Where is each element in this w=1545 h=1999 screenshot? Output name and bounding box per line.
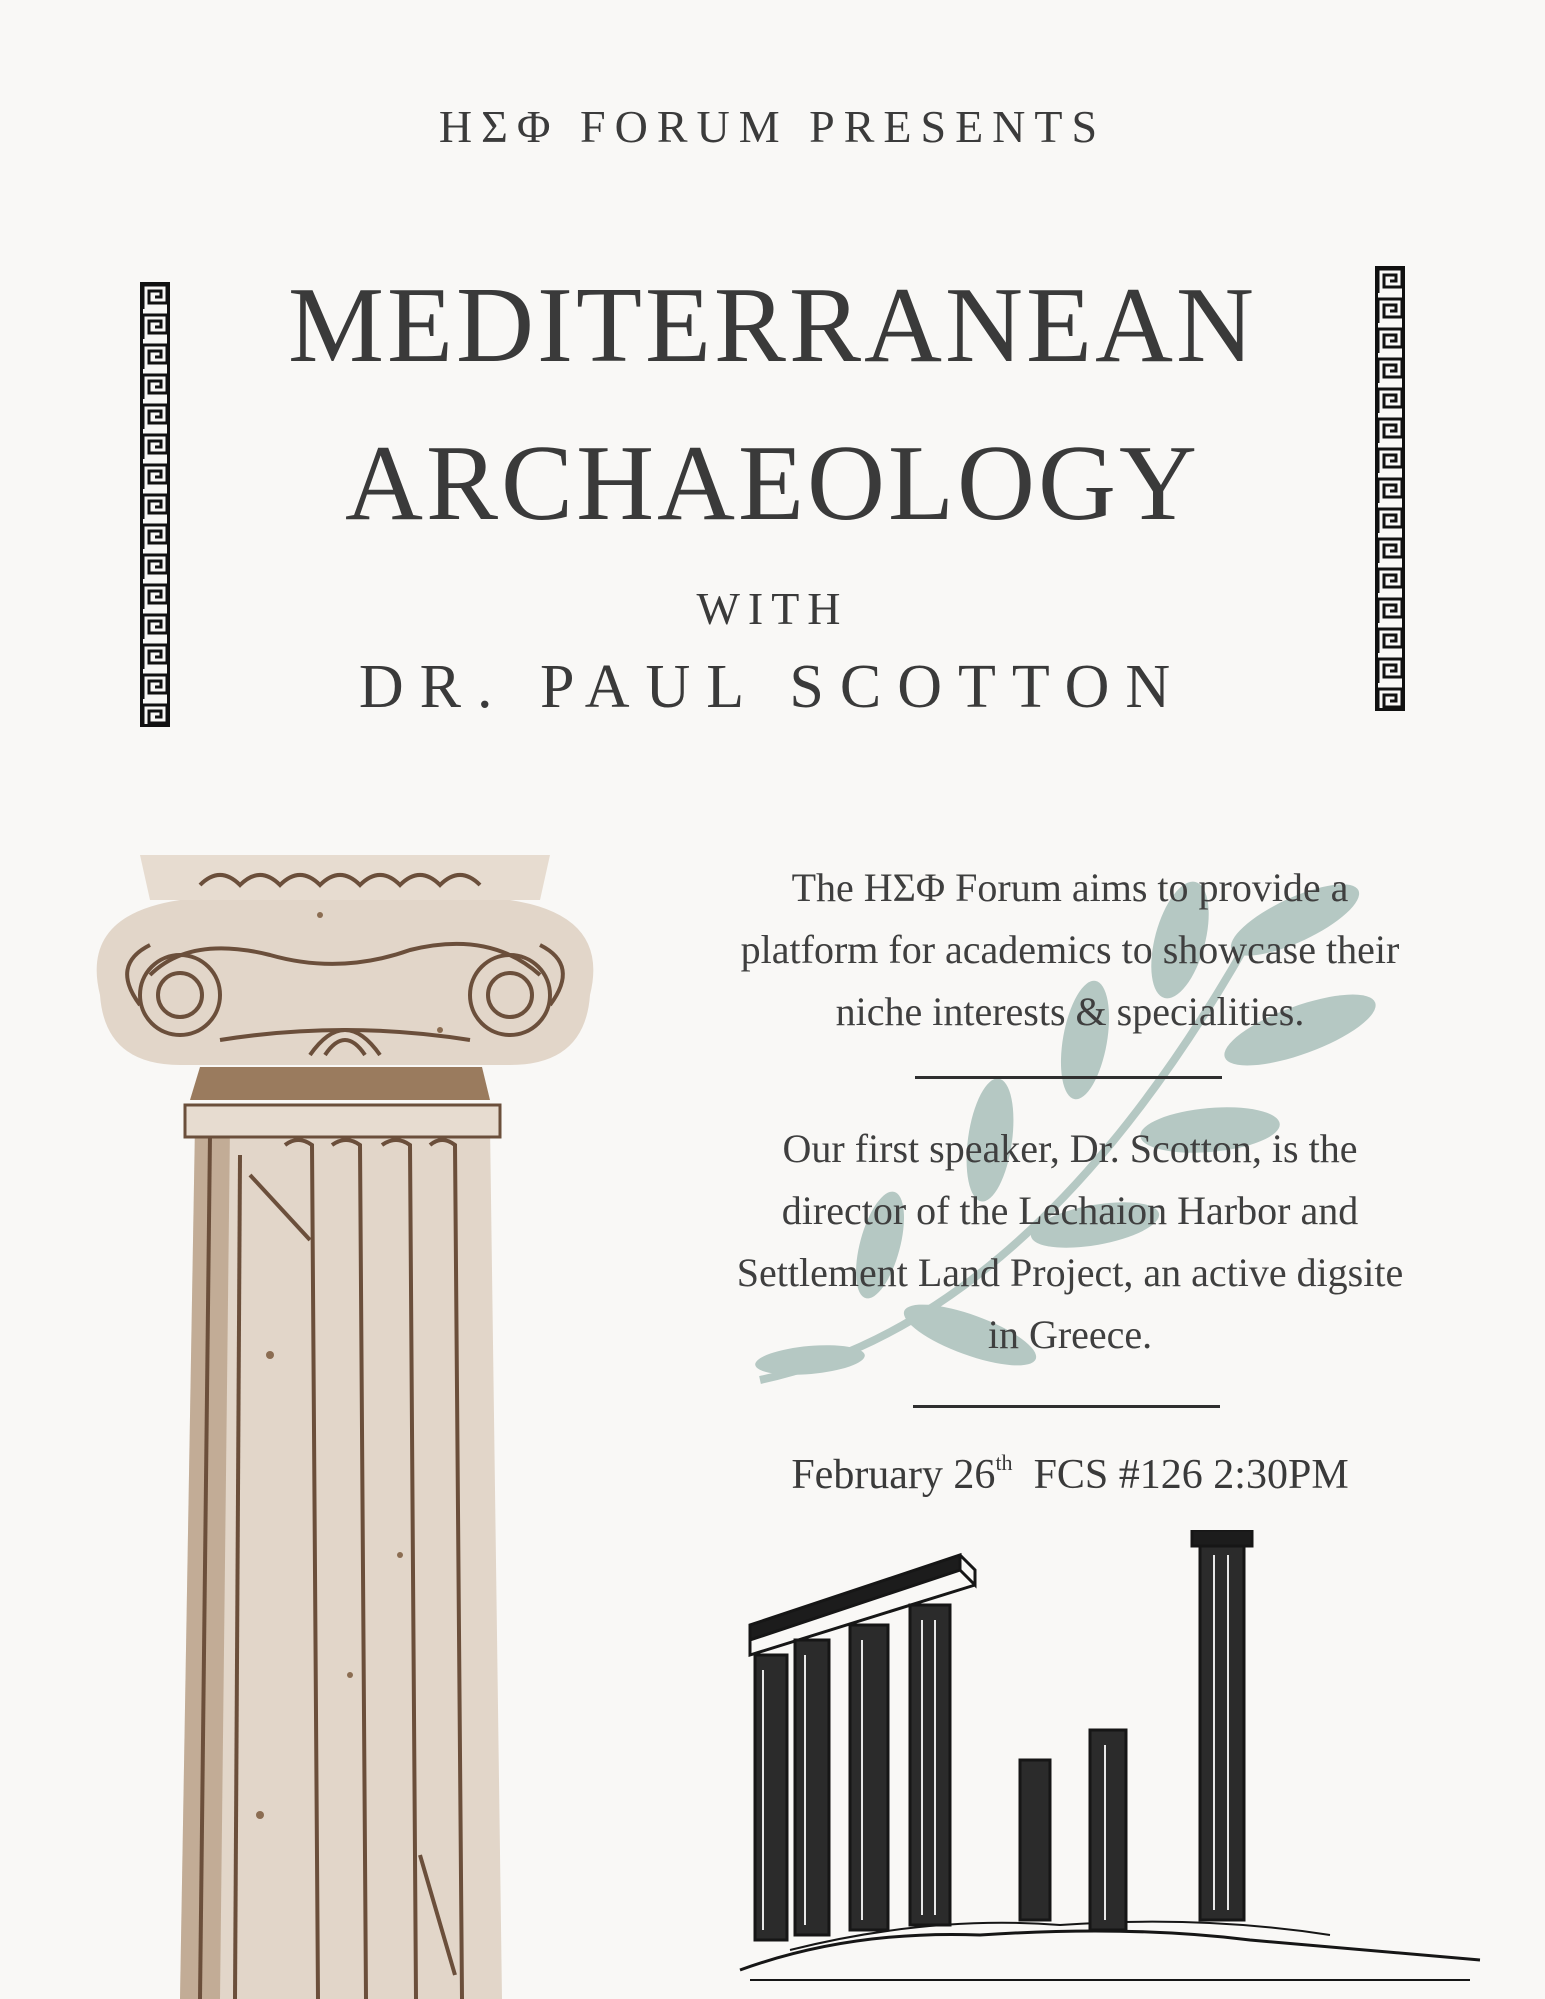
ionic-column-icon <box>70 855 615 1999</box>
event-location: FCS #126 <box>1033 1452 1203 1498</box>
event-date: February 26 <box>791 1452 996 1498</box>
temple-ruins-icon <box>730 1530 1490 1990</box>
with-word: WITH <box>696 583 849 634</box>
event-time: 2:30PM <box>1213 1452 1349 1498</box>
event-details <box>660 1450 1480 1499</box>
speaker-line: director of the Lechaion Harbor and <box>781 1188 1359 1233</box>
speaker-line: Settlement Land Project, an active digsite <box>736 1250 1404 1295</box>
divider-line <box>915 1076 1222 1079</box>
speaker-name: DR. PAUL SCOTTON <box>358 653 1187 721</box>
description-line: platform for academics to showcase their <box>740 927 1400 972</box>
description-line: The ΗΣΦ Forum aims to provide a <box>791 865 1349 910</box>
speaker-line: Our first speaker, Dr. Scotton, is the <box>782 1126 1358 1171</box>
presenter-line: ΗΣΦ FORUM PRESENTS <box>438 101 1107 152</box>
description-paragraph <box>660 857 1480 1043</box>
title-line-2: ARCHAEOLOGY <box>345 424 1200 543</box>
speaker-line: in Greece. <box>987 1312 1153 1357</box>
speaker-paragraph <box>660 1118 1480 1366</box>
description-line: niche interests & specialities. <box>835 989 1305 1034</box>
event-date-suffix: th <box>995 1450 1013 1475</box>
title-line-1: MEDITERRANEAN <box>288 266 1257 385</box>
divider-line <box>913 1405 1220 1408</box>
